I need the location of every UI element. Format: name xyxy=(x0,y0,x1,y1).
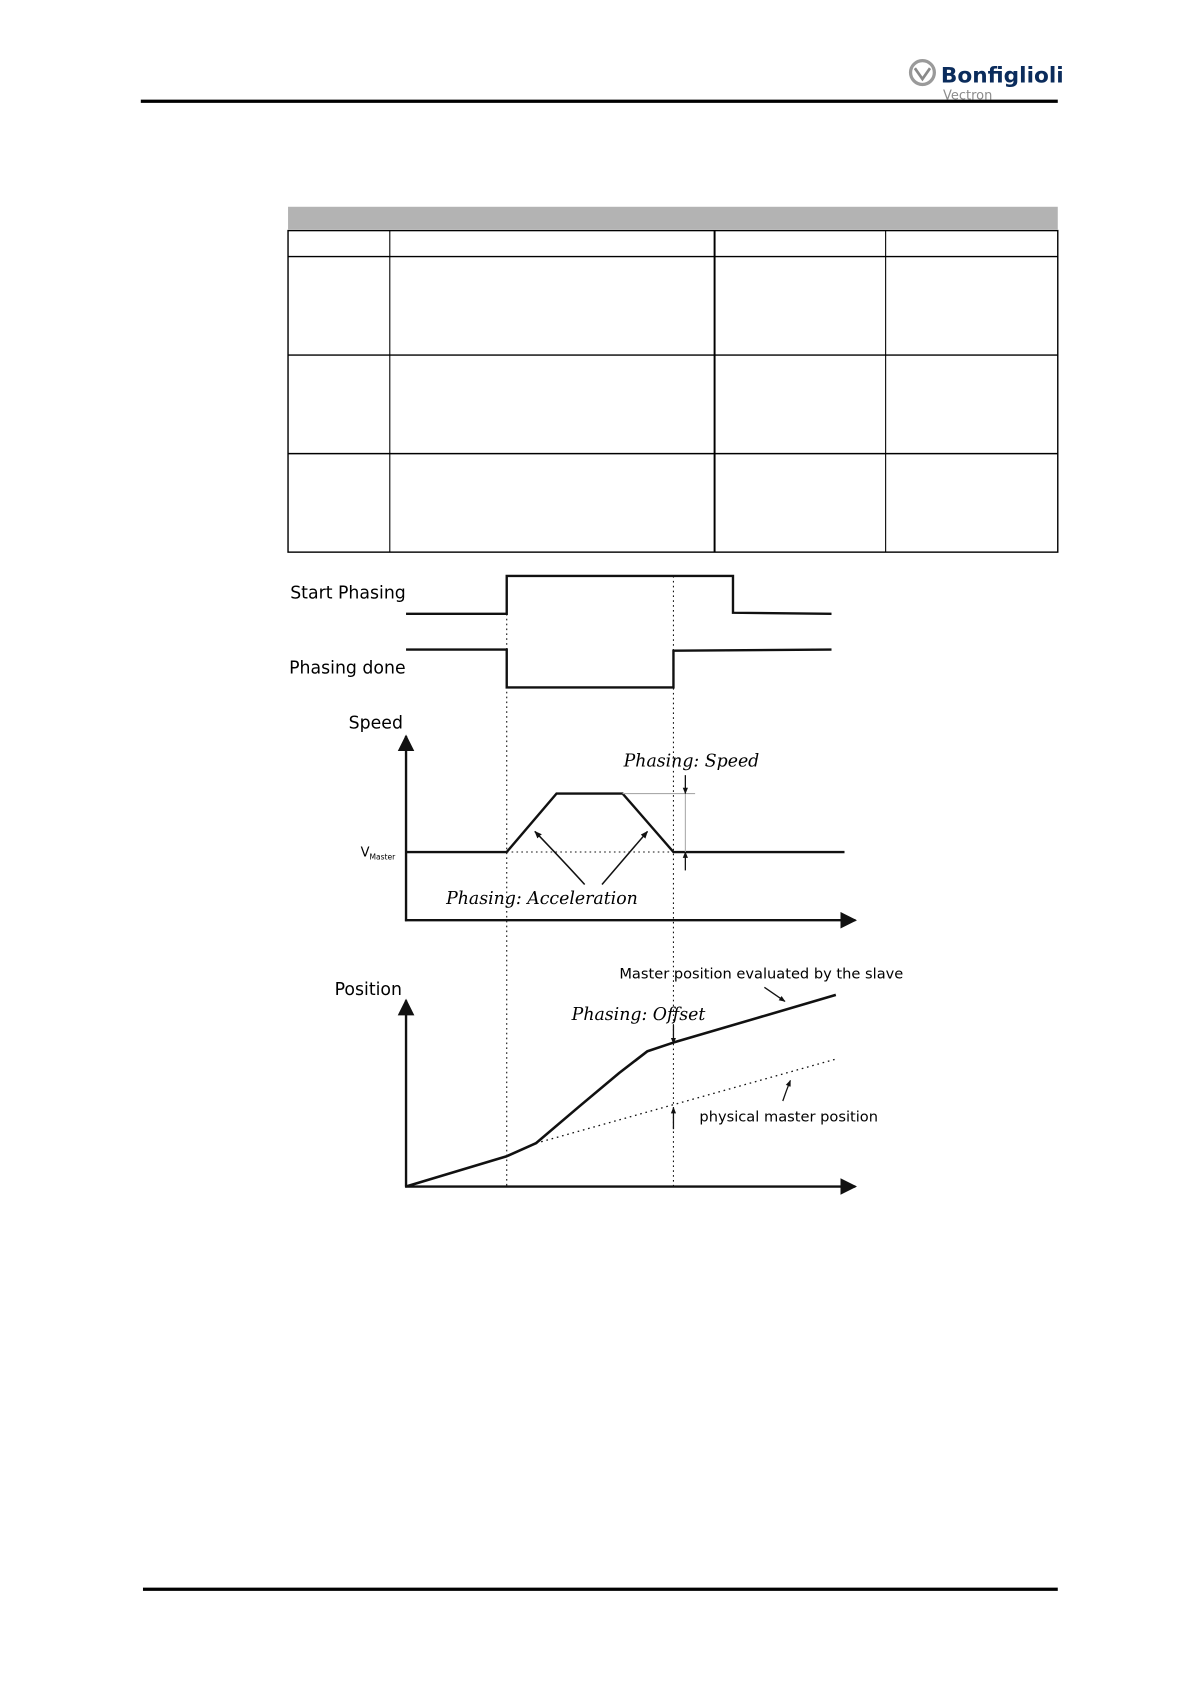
physical-master-label: physical master position xyxy=(699,1108,879,1126)
speed-axis-label: Speed xyxy=(348,713,403,734)
start-phasing-label: Start Phasing xyxy=(290,583,406,604)
master-eval-arrow-icon xyxy=(764,987,785,1001)
phasing-acceleration-label: Phasing: Acceleration xyxy=(446,888,638,909)
phasing-done-label: Phasing done xyxy=(289,658,406,679)
phasing-speed-label: Phasing: Speed xyxy=(623,751,760,772)
phasing-diagram xyxy=(289,576,903,1187)
accel-arrow-left-icon xyxy=(535,831,585,884)
phasing-offset-label: Phasing: Offset xyxy=(571,1004,706,1025)
phasing-done-signal xyxy=(406,650,831,688)
table-header-bar xyxy=(288,207,1058,230)
start-phasing-signal xyxy=(406,576,831,614)
logo-brand: Bonfiglioli xyxy=(940,63,1064,89)
v-master-label: $V_{Master}$ xyxy=(360,845,396,862)
logo xyxy=(911,61,1064,104)
logo-sub: Vectron xyxy=(943,88,993,104)
physical-master-line xyxy=(536,1059,837,1143)
table-frame xyxy=(288,231,1058,553)
master-eval-label: Master position evaluated by the slave xyxy=(619,965,904,983)
speed-curve xyxy=(406,794,844,852)
accel-arrow-right-icon xyxy=(602,831,647,884)
position-axis-label: Position xyxy=(334,979,403,1000)
physical-master-arrow-icon xyxy=(783,1080,791,1101)
parameter-table xyxy=(288,207,1058,552)
